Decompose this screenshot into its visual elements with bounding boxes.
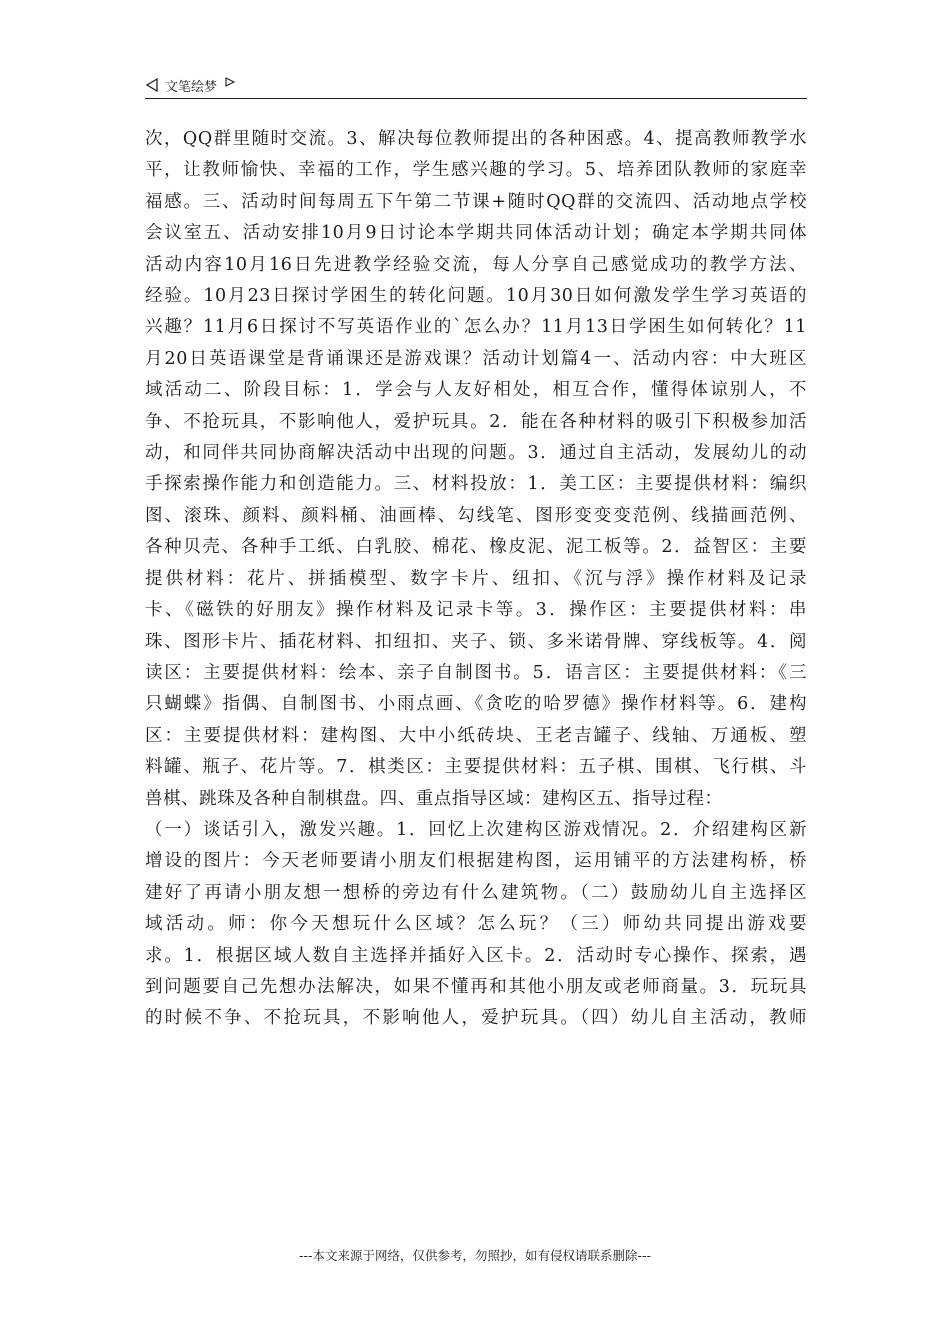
body-text-line: 争、不抢玩具，不影响他人，爱护玩具。2．能在各种材料的吸引下积极参加活 <box>145 411 807 432</box>
footer-notice: ---本文来源于网络，仅供参考，勿照抄，如有侵权请联系删除--- <box>298 1248 652 1263</box>
body-text-line: 各种贝壳、各种手工纸、白乳胶、棉花、橡皮泥、泥工板等。2．益智区：主要 <box>145 537 807 558</box>
body-text-line: 次，QQ群里随时交流。3、解决每位教师提出的各种困惑。4、提高教师教学水 <box>145 129 807 149</box>
triangle-left-icon <box>145 78 159 92</box>
header-title: 文笔绘梦 <box>165 79 218 95</box>
body-text-line: 珠、图形卡片、插花材料、扣纽扣、夹子、锁、多米诺骨牌、穿线板等。4．阅 <box>145 631 807 652</box>
body-text-line: 经验。10月23日探讨学困生的转化问题。10月30日如何激发学生学习英语的 <box>145 286 807 307</box>
body-text-line: 读区：主要提供材料：绘本、亲子自制图书。5．语言区：主要提供材料：《三 <box>145 662 807 683</box>
body-text-line: 卡、《磁铁的好朋友》操作材料及记录卡等。3．操作区：主要提供材料：串 <box>145 600 807 621</box>
body-text-line: 平，让教师愉快、幸福的工作，学生感兴趣的学习。5、培养团队教师的家庭幸 <box>145 160 807 181</box>
body-text-line: 兴趣？11月6日探讨不写英语作业的`怎么办？11月13日学困生如何转化？11 <box>145 317 807 338</box>
body-text-line: 图、滚珠、颜料、颜料桶、油画棒、勾线笔、图形变变变范例、线描画范例、 <box>145 505 807 526</box>
body-text-line: 兽棋、跳珠及各种自制棋盘。四、重点指导区域：建构区五、指导过程： <box>145 788 723 809</box>
triangle-right-icon <box>225 77 235 87</box>
body-text-line: 手探索操作能力和创造能力。三、材料投放：1．美工区：主要提供材料：编织 <box>145 474 807 495</box>
body-text-line: 区：主要提供材料：建构图、大中小纸砖块、王老吉罐子、线轴、万通板、塑 <box>145 725 807 746</box>
body-text-line: 到问题要自己先想办法解决，如果不懂再和其他小朋友或老师商量。3．玩玩具 <box>145 976 807 997</box>
body-text-line: 料罐、瓶子、花片等。7．棋类区：主要提供材料：五子棋、围棋、飞行棋、斗 <box>145 757 807 778</box>
document-body <box>145 124 807 1035</box>
body-text-line: 建好了再请小朋友想一想桥的旁边有什么建筑物。（二）鼓励幼儿自主选择区 <box>145 882 807 903</box>
body-text-line: 的时候不争、不抢玩具，不影响他人，爱护玩具。（四）幼儿自主活动，教师 <box>145 1008 807 1029</box>
body-text-line: 活动内容10月16日先进教学经验交流，每人分享自己感觉成功的教学方法、 <box>145 254 807 275</box>
body-text-line: 会议室五、活动安排10月9日讨论本学期共同体活动计划；确定本学期共同体 <box>145 223 807 244</box>
body-text-line: 福感。三、活动时间每周五下午第二节课+随时QQ群的交流四、活动地点学校 <box>145 191 807 212</box>
page-header <box>145 72 807 99</box>
body-text-line: 只蝴蝶》指偶、自制图书、小雨点画、《贪吃的哈罗德》操作材料等。6．建构 <box>145 694 807 715</box>
body-text-line: 域活动。师：你今天想玩什么区域？怎么玩？（三）师幼共同提出游戏要 <box>145 914 807 935</box>
body-text-line: 动，和同伴共同协商解决活动中出现的问题。3．通过自主活动，发展幼儿的动 <box>145 443 807 464</box>
body-text-line: （一）谈话引入，激发兴趣。1．回忆上次建构区游戏情况。2．介绍建构区新 <box>145 819 807 840</box>
body-text-line: 域活动二、阶段目标：1．学会与人友好相处，相互合作，懂得体谅别人，不 <box>145 380 807 401</box>
body-text-line: 求。1．根据区域人数自主选择并插好入区卡。2．活动时专心操作、探索，遇 <box>145 945 807 966</box>
body-text-line: 增设的图片：今天老师要请小朋友们根据建构图，运用铺平的方法建构桥，桥 <box>145 851 807 872</box>
body-text-line: 月20日英语课堂是背诵课还是游戏课？活动计划篇4一、活动内容：中大班区 <box>145 348 807 369</box>
body-text-line: 提供材料：花片、拼插模型、数字卡片、纽扣、《沉与浮》操作材料及记录 <box>145 568 807 589</box>
